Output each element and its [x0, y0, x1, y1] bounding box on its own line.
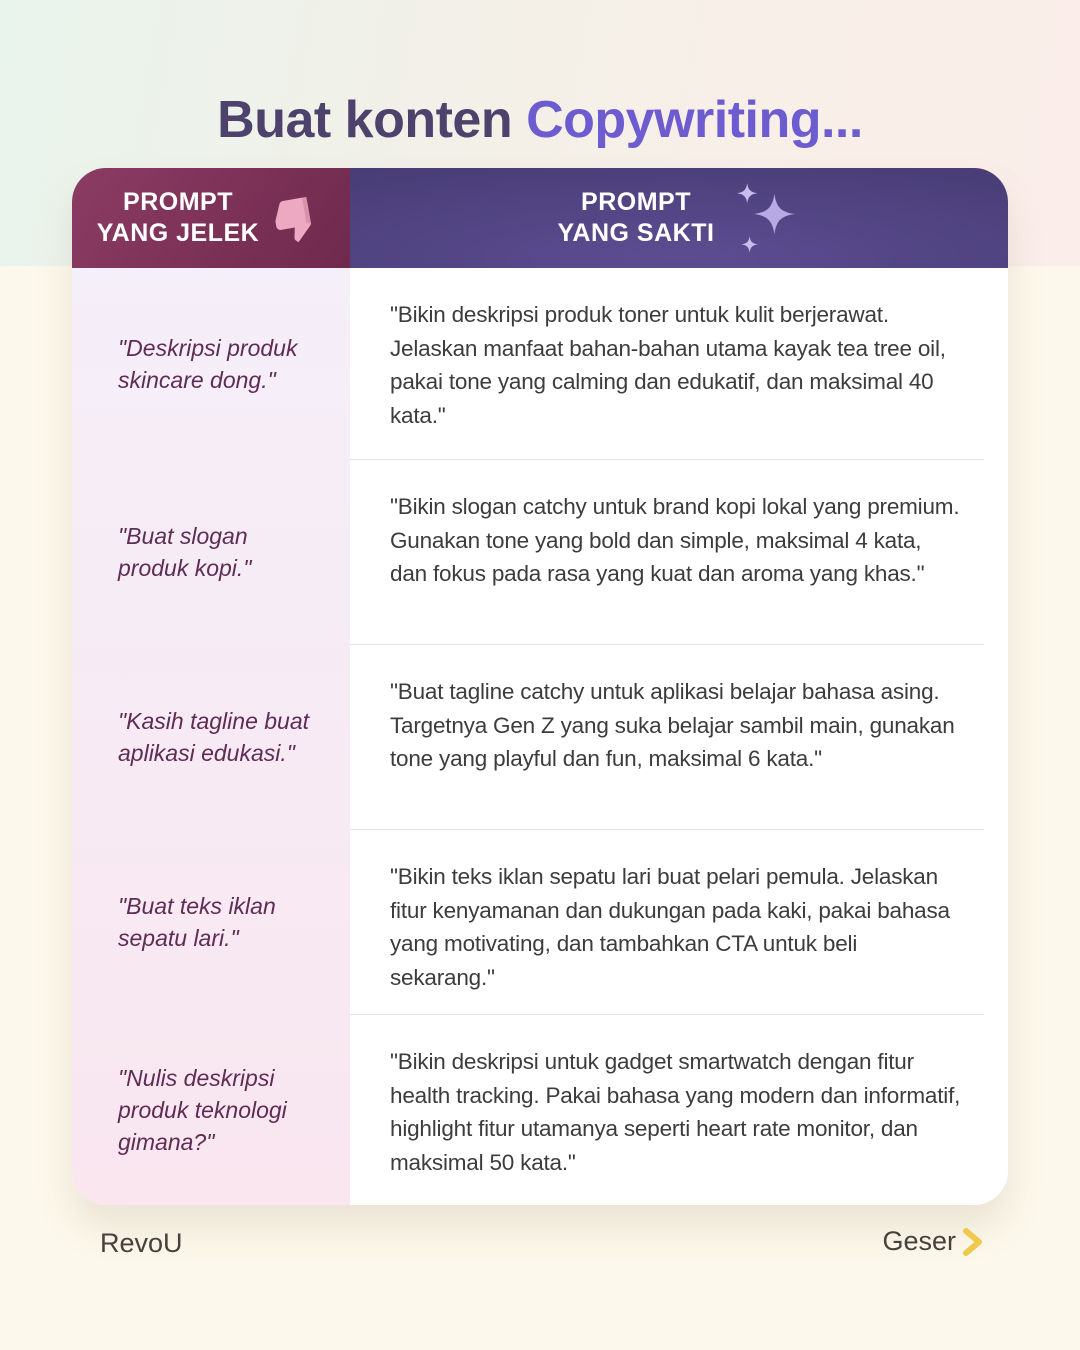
comparison-table	[72, 168, 1008, 1205]
bad-prompt-text: "Kasih tagline buat aplikasi edukasi."	[118, 708, 310, 766]
table-row	[72, 268, 1008, 459]
good-prompt-text: "Buat tagline catchy untuk aplikasi belajar bahasa asing. Targetnya Gen Z yang suka belajar sambil main, gunakan tone yang playful dan fun, maksimal 6 kata."	[390, 679, 955, 771]
header-good-label: PROMPT YANG SAKTI	[557, 188, 715, 247]
table-header	[72, 168, 1008, 268]
header-good-prompt	[350, 168, 1008, 268]
header-bad-label: PROMPT YANG JELEK	[96, 188, 260, 247]
bad-prompt-text: "Nulis deskripsi produk teknologi gimana?"	[118, 1065, 287, 1155]
table-row	[72, 460, 1008, 644]
page-title-highlight: Copywriting...	[526, 91, 863, 149]
bad-prompt-text: "Buat slogan produk kopi."	[118, 523, 252, 581]
swipe-next-control[interactable]	[882, 1226, 986, 1257]
bad-prompt-text: "Deskripsi produk skincare dong."	[118, 334, 298, 393]
table-body	[72, 268, 1008, 1205]
swipe-label: Geser	[882, 1226, 956, 1256]
good-prompt-text: "Bikin deskripsi produk toner untuk kulit berjerawat. Jelaskan manfaat bahan-bahan utama kayak tea tree oil, pakai tone yang calming dan edukatif, dan maksimal 40 kata."	[390, 302, 946, 428]
thumbs-down-icon	[273, 192, 325, 244]
page-title	[0, 90, 1080, 150]
good-prompt-text: "Bikin teks iklan sepatu lari buat pelari pemula. Jelaskan fitur kenyamanan dan dukungan pada kaki, pakai bahasa yang motivating, dan tambahkan CTA untuk beli sekarang."	[390, 864, 950, 990]
good-prompt-text: "Bikin slogan catchy untuk brand kopi lokal yang premium. Gunakan tone yang bold dan simple, maksimal 4 kata, dan fokus pada rasa yang kuat dan aroma yang khas."	[390, 494, 960, 586]
bad-prompt-text: "Buat teks iklan sepatu lari."	[118, 893, 276, 951]
header-bad-prompt	[72, 168, 350, 268]
sparkles-icon	[728, 174, 800, 262]
brand-logo-text: RevoU	[100, 1228, 183, 1258]
table-row	[72, 645, 1008, 829]
page-title-prefix: Buat konten	[217, 91, 527, 149]
chevron-right-icon	[960, 1227, 986, 1257]
table-row	[72, 1015, 1008, 1205]
good-prompt-text: "Bikin deskripsi untuk gadget smartwatch dengan fitur health tracking. Pakai bahasa yang modern dan informatif, highlight fitur utamanya seperti heart rate monitor, dan maksimal 50 kata."	[390, 1049, 961, 1175]
table-row	[72, 830, 1008, 1014]
